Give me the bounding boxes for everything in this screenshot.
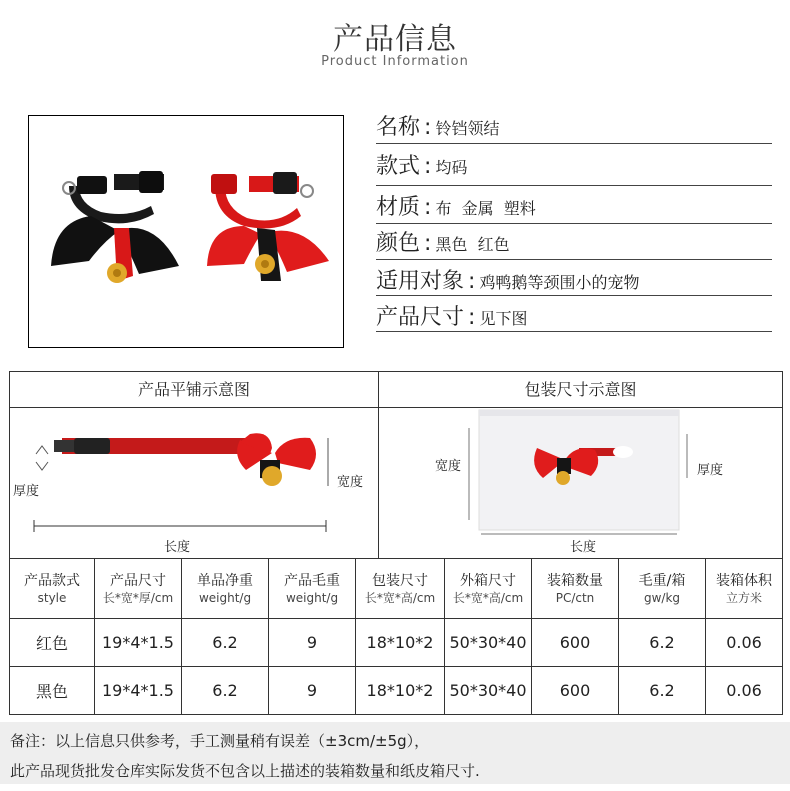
bell-icon [262,466,282,486]
buckle-end [54,440,74,452]
spec-table [9,558,783,715]
package-diagram-title: 包装尺寸示意图 [379,372,782,408]
info-key: 产品尺寸 [376,305,465,330]
package-thickness-label: 厚度 [697,463,724,478]
info-row-target [376,260,772,296]
table-cell: 9 [269,667,356,715]
note-box [0,722,790,784]
info-colon: : [424,231,432,256]
header-cell: 包装尺寸 长*宽*高/cm [356,559,445,619]
header-cell: 毛重/箱 gw/kg [619,559,706,619]
info-key: 名称 [376,115,421,140]
info-row-name [376,110,772,144]
thickness-label: 厚度 [13,484,40,499]
table-cell: 9 [269,619,356,667]
page-title: 产品信息 [333,22,457,57]
table-row [10,619,783,667]
table-cell: 黑色 [10,667,95,715]
info-key: 适用对象 [376,269,465,294]
package-length-label: 长度 [570,540,597,555]
header-cell: 产品款式 style [10,559,95,619]
info-value: 黑色 红色 [435,235,510,254]
bell-icon [556,471,570,485]
info-value: 均码 [435,158,468,177]
black-collar [51,171,179,283]
info-list [376,110,772,332]
info-row-style [376,146,772,186]
table-cell: 19*4*1.5 [95,619,182,667]
table-cell: 6.2 [182,619,269,667]
collars-image [29,116,343,347]
info-value: 见下图 [479,309,528,328]
width-label: 宽度 [337,475,364,490]
table-cell: 0.06 [706,667,783,715]
note-line-2: 此产品现货批发仓库实际发货不包含以上描述的装箱数量和纸皮箱尺寸. [10,762,480,780]
info-key: 颜色 [376,231,421,256]
layout-diagram [10,408,378,558]
info-colon: : [468,305,476,330]
buckle [74,438,110,454]
info-colon: : [424,115,432,140]
table-header-row [10,559,783,619]
header-cell: 外箱尺寸 长*宽*高/cm [445,559,532,619]
info-row-material [376,186,772,224]
info-key: 款式 [376,154,421,179]
table-cell: 600 [532,667,619,715]
table-cell: 6.2 [619,619,706,667]
table-cell: 6.2 [619,667,706,715]
header-cell: 装箱体积 立方米 [706,559,783,619]
red-collar [207,172,329,281]
table-cell: 600 [532,619,619,667]
info-colon: : [424,195,432,220]
package-width-label: 宽度 [435,459,462,474]
info-value: 鸡鸭鹅等颈围小的宠物 [479,273,640,292]
table-cell: 6.2 [182,667,269,715]
length-label: 长度 [164,540,191,555]
table-cell: 18*10*2 [356,619,445,667]
info-colon: : [468,269,476,294]
table-cell: 18*10*2 [356,667,445,715]
info-row-color [376,224,772,260]
header-cell: 单品净重 weight/g [182,559,269,619]
page-subtitle: Product Information [321,54,469,69]
package-diagram-section [378,371,783,559]
info-value: 铃铛领结 [435,119,500,138]
product-photo [28,115,344,348]
header-cell: 装箱数量 PC/ctn [532,559,619,619]
table-cell: 19*4*1.5 [95,667,182,715]
info-colon: : [424,154,432,179]
table-cell: 红色 [10,619,95,667]
info-row-size [376,296,772,332]
layout-diagram-section [9,371,379,559]
info-key: 材质 [376,195,421,220]
header-cell: 产品尺寸 长*宽*厚/cm [95,559,182,619]
layout-diagram-title: 产品平铺示意图 [10,372,378,408]
table-cell: 50*30*40 [445,619,532,667]
table-cell: 50*30*40 [445,667,532,715]
note-line-1: 备注：以上信息只供参考，手工测量稍有误差（±3cm/±5g）， [10,732,430,750]
table-cell: 0.06 [706,619,783,667]
header-cell: 产品毛重 weight/g [269,559,356,619]
table-row [10,667,783,715]
info-value: 布 金属 塑料 [435,199,536,218]
